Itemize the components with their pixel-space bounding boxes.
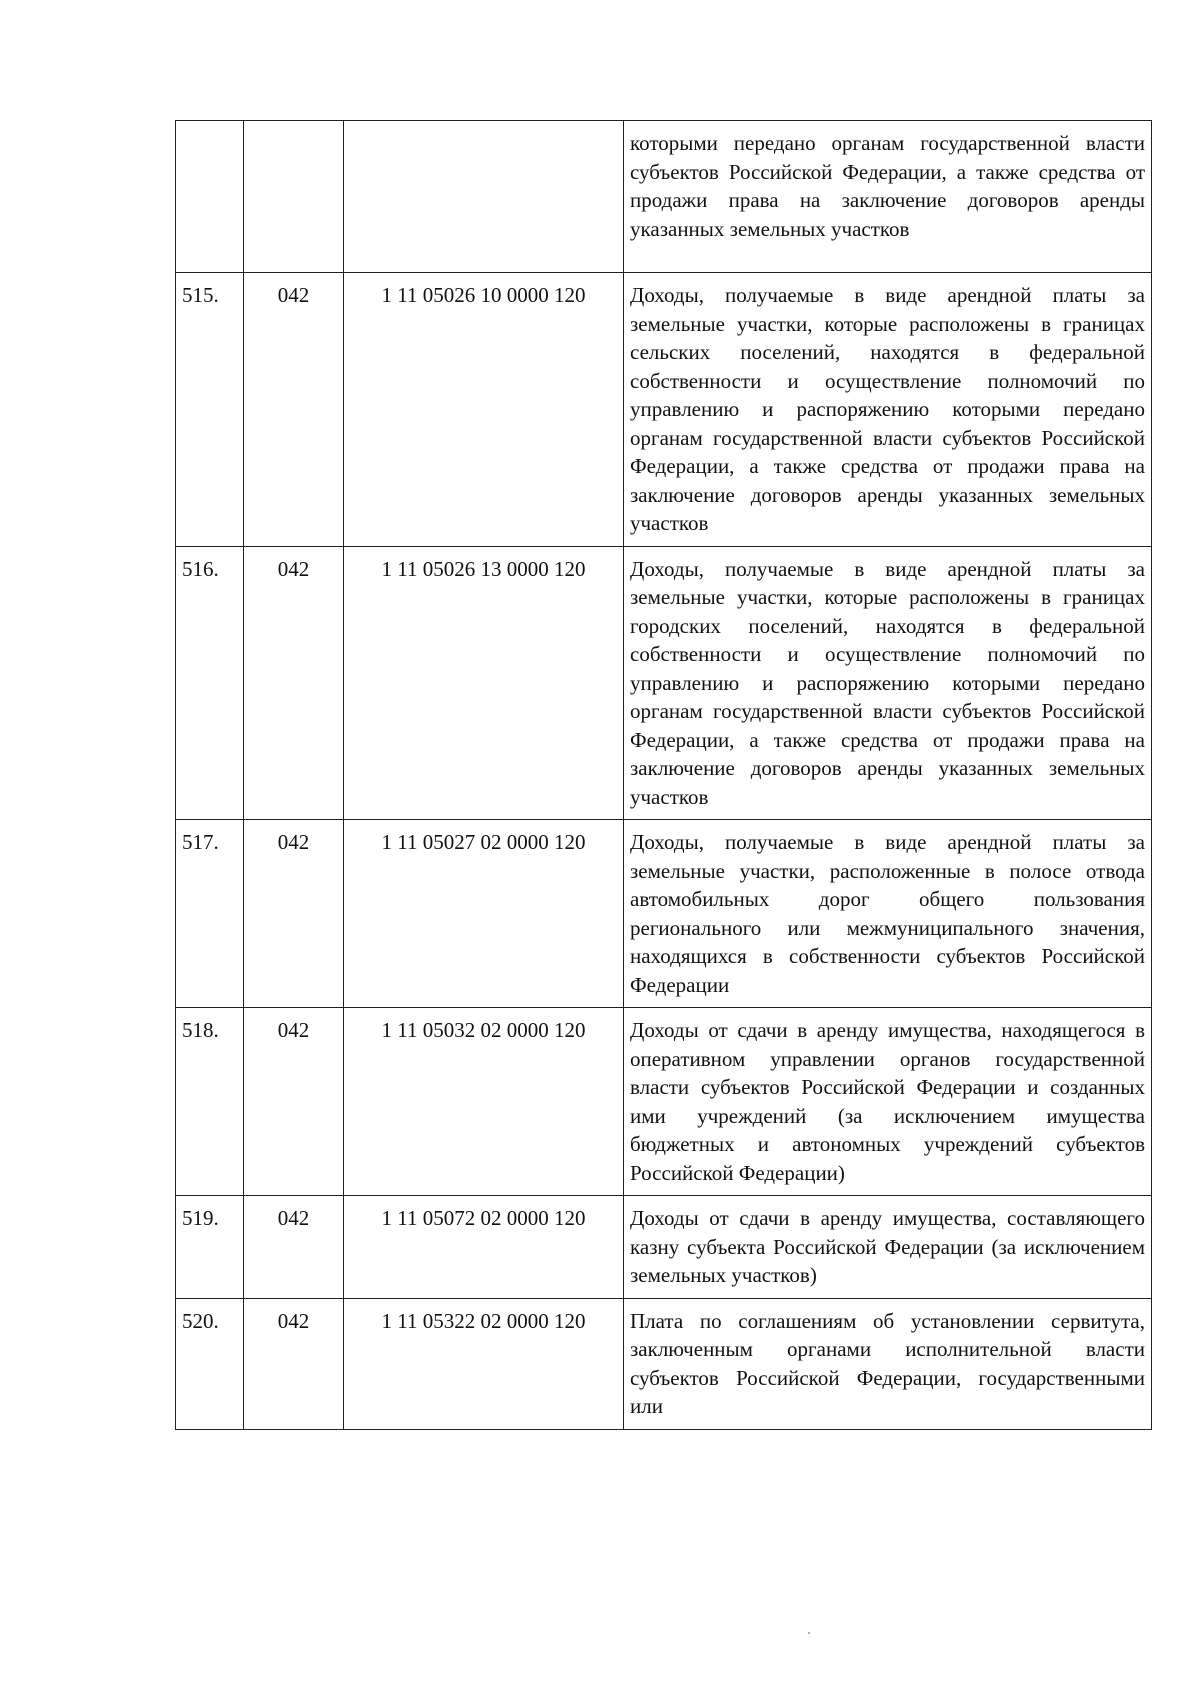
row-number	[176, 121, 244, 273]
budget-classification-code: 1 11 05322 02 0000 120	[344, 1298, 624, 1429]
table-row	[176, 820, 1152, 1008]
revenue-description: Доходы, получаемые в виде арендной платы за земельные участки, которые расположены в границах сельских поселений, находятся в федеральной собственности и осуществление полномочий по управлению и распоряжению которыми передано органам государственной власти субъектов Российской Федерации, а также средства от продажи права на заключение договоров аренды указанных земельных участков	[624, 273, 1152, 547]
revenue-description: Доходы, получаемые в виде арендной платы за земельные участки, которые расположены в границах городских поселений, находятся в федеральной собственности и осуществление полномочий по управлению и распоряжению которыми передано органам государственной власти субъектов Российской Федерации, а также средства от продажи права на заключение договоров аренды указанных земельных участков	[624, 546, 1152, 820]
budget-classification-code: 1 11 05027 02 0000 120	[344, 820, 624, 1008]
revenue-description: которыми передано органам государственной власти субъектов Российской Федерации, а также средства от продажи права на заключение договоров аренды указанных земельных участков	[624, 121, 1152, 273]
row-number: 518.	[176, 1008, 244, 1196]
budget-classification-code: 1 11 05026 10 0000 120	[344, 273, 624, 547]
table-row	[176, 1008, 1152, 1196]
budget-classification-code: 1 11 05072 02 0000 120	[344, 1196, 624, 1299]
table-row	[176, 546, 1152, 820]
table-row	[176, 121, 1152, 273]
table-row	[176, 1196, 1152, 1299]
admin-code: 042	[244, 1196, 344, 1299]
revenue-description: Доходы от сдачи в аренду имущества, составляющего казну субъекта Российской Федерации (за исключением земельных участков)	[624, 1196, 1152, 1299]
revenue-description: Плата по соглашениям об установлении сервитута, заключенным органами исполнительной власти субъектов Российской Федерации, государственными или	[624, 1298, 1152, 1429]
budget-classification-code	[344, 121, 624, 273]
row-number: 517.	[176, 820, 244, 1008]
admin-code	[244, 121, 344, 273]
table-row	[176, 1298, 1152, 1429]
row-number: 516.	[176, 546, 244, 820]
revenue-codes-table	[175, 120, 1152, 1430]
table-row	[176, 273, 1152, 547]
budget-classification-code: 1 11 05026 13 0000 120	[344, 546, 624, 820]
scan-speck	[808, 1632, 810, 1634]
admin-code: 042	[244, 273, 344, 547]
row-number: 519.	[176, 1196, 244, 1299]
admin-code: 042	[244, 820, 344, 1008]
admin-code: 042	[244, 546, 344, 820]
row-number: 520.	[176, 1298, 244, 1429]
admin-code: 042	[244, 1008, 344, 1196]
row-number: 515.	[176, 273, 244, 547]
revenue-description: Доходы, получаемые в виде арендной платы за земельные участки, расположенные в полосе отвода автомобильных дорог общего пользования регионального или межмуниципального значения, находящихся в собственности субъектов Российской Федерации	[624, 820, 1152, 1008]
admin-code: 042	[244, 1298, 344, 1429]
revenue-description: Доходы от сдачи в аренду имущества, находящегося в оперативном управлении органов государственной власти субъектов Российской Федерации и созданных ими учреждений (за исключением имущества бюджетных и автономных учреждений субъектов Российской Федерации)	[624, 1008, 1152, 1196]
budget-classification-code: 1 11 05032 02 0000 120	[344, 1008, 624, 1196]
